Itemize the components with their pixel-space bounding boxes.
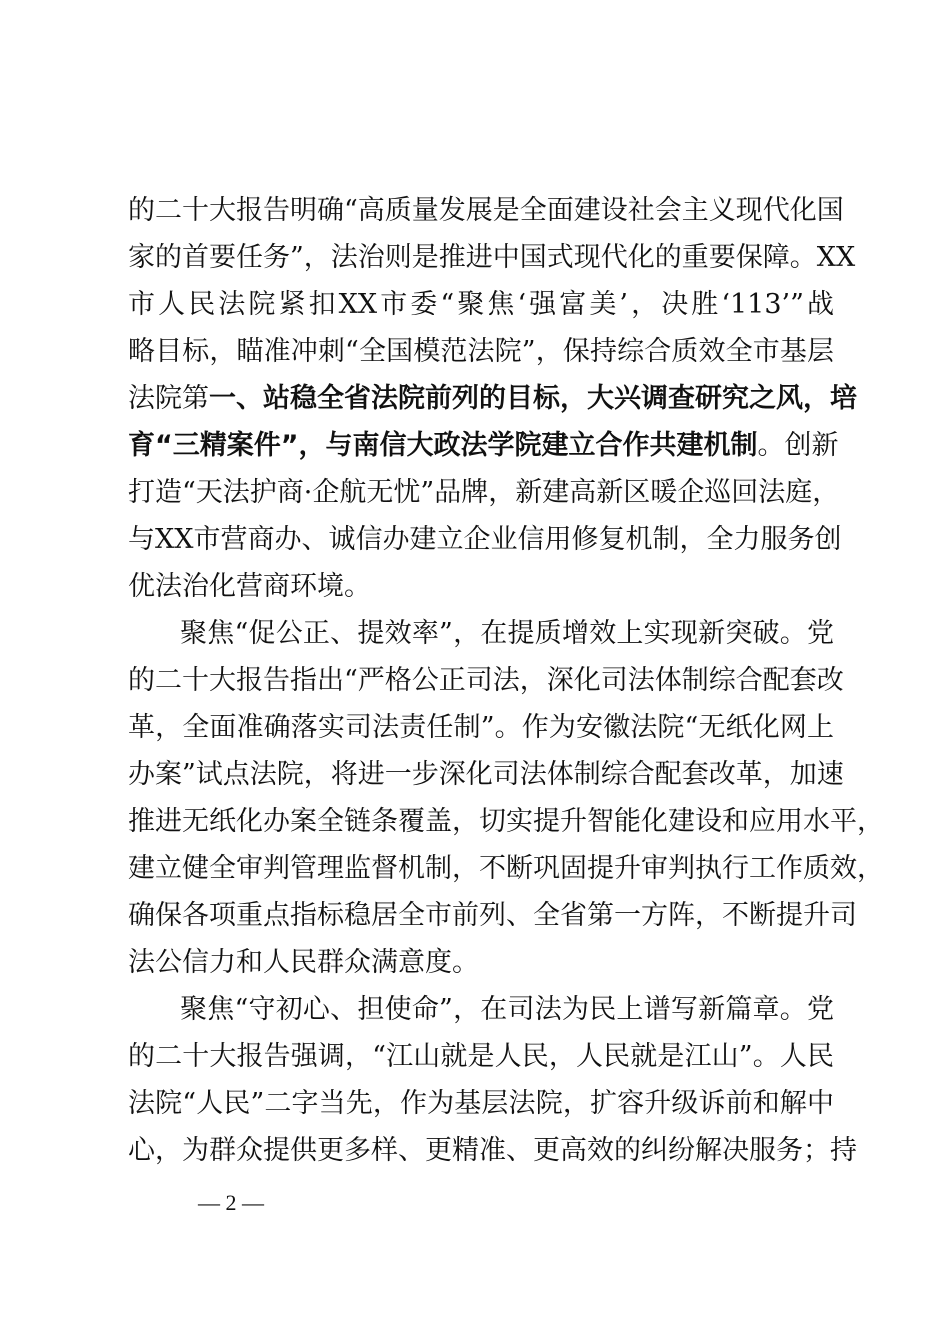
text-line: 聚焦“守初心、担使命”，在司法为民上谱写新篇章。党 [180,994,834,1025]
text-line: 打造“天法护商·企航无忧”品牌，新建高新区暖企巡回法庭， [128,477,840,508]
text-line: 法公信力和人民群众满意度。 [128,947,479,978]
text-line: 优法治化营商环境。 [128,571,371,602]
text-line: 革，全面准确落实司法责任制”。作为安徽法院“无纸化网上 [128,712,834,743]
text-line: 家的首要任务”，法治则是推进中国式现代化的重要保障。XX [128,242,856,273]
text-line: 的二十大报告指出“严格公正司法，深化司法体制综合配套改 [128,665,844,696]
text-line: 与XX市营商办、诚信办建立企业信用修复机制，全力服务创 [128,524,842,555]
text-line: 市人民法院紧扣XX市委“聚焦‘强富美’，决胜‘113’”战 [128,289,834,320]
text-line: 建立健全审判管理监督机制，不断巩固提升审判执行工作质效， [128,853,884,884]
text-segment: 。创新 [757,430,839,461]
text-line: 法院“人民”二字当先，作为基层法院，扩容升级诉前和解中 [128,1088,834,1119]
text-segment: 法院第 [128,383,209,414]
text-line [128,422,839,470]
text-line: 心，为群众提供更多样、更精准、更高效的纠纷解决服务；持 [128,1135,857,1166]
bold-text-segment: 育“三精案件”，与南信大政法学院建立合作共建机制 [128,430,758,461]
bold-text-segment: 一、站稳全省法院前列的目标，大兴调查研究之风，培 [209,383,857,414]
text-line: 办案”试点法院，将进一步深化司法体制综合配套改革，加速 [128,759,844,790]
text-line [128,375,857,423]
page-number: — 2 — [198,1190,264,1215]
text-line: 的二十大报告明确“高质量发展是全面建设社会主义现代化国 [128,195,844,226]
text-line: 聚焦“促公正、提效率”，在提质增效上实现新突破。党 [180,618,834,649]
text-line: 略目标，瞄准冲刺“全国模范法院”，保持综合质效全市基层 [128,336,834,367]
text-line: 推进无纸化办案全链条覆盖，切实提升智能化建设和应用水平， [128,806,884,837]
text-line: 的二十大报告强调，“江山就是人民，人民就是江山”。人民 [128,1041,834,1072]
text-line: 确保各项重点指标稳居全市前列、全省第一方阵，不断提升司 [128,900,857,931]
